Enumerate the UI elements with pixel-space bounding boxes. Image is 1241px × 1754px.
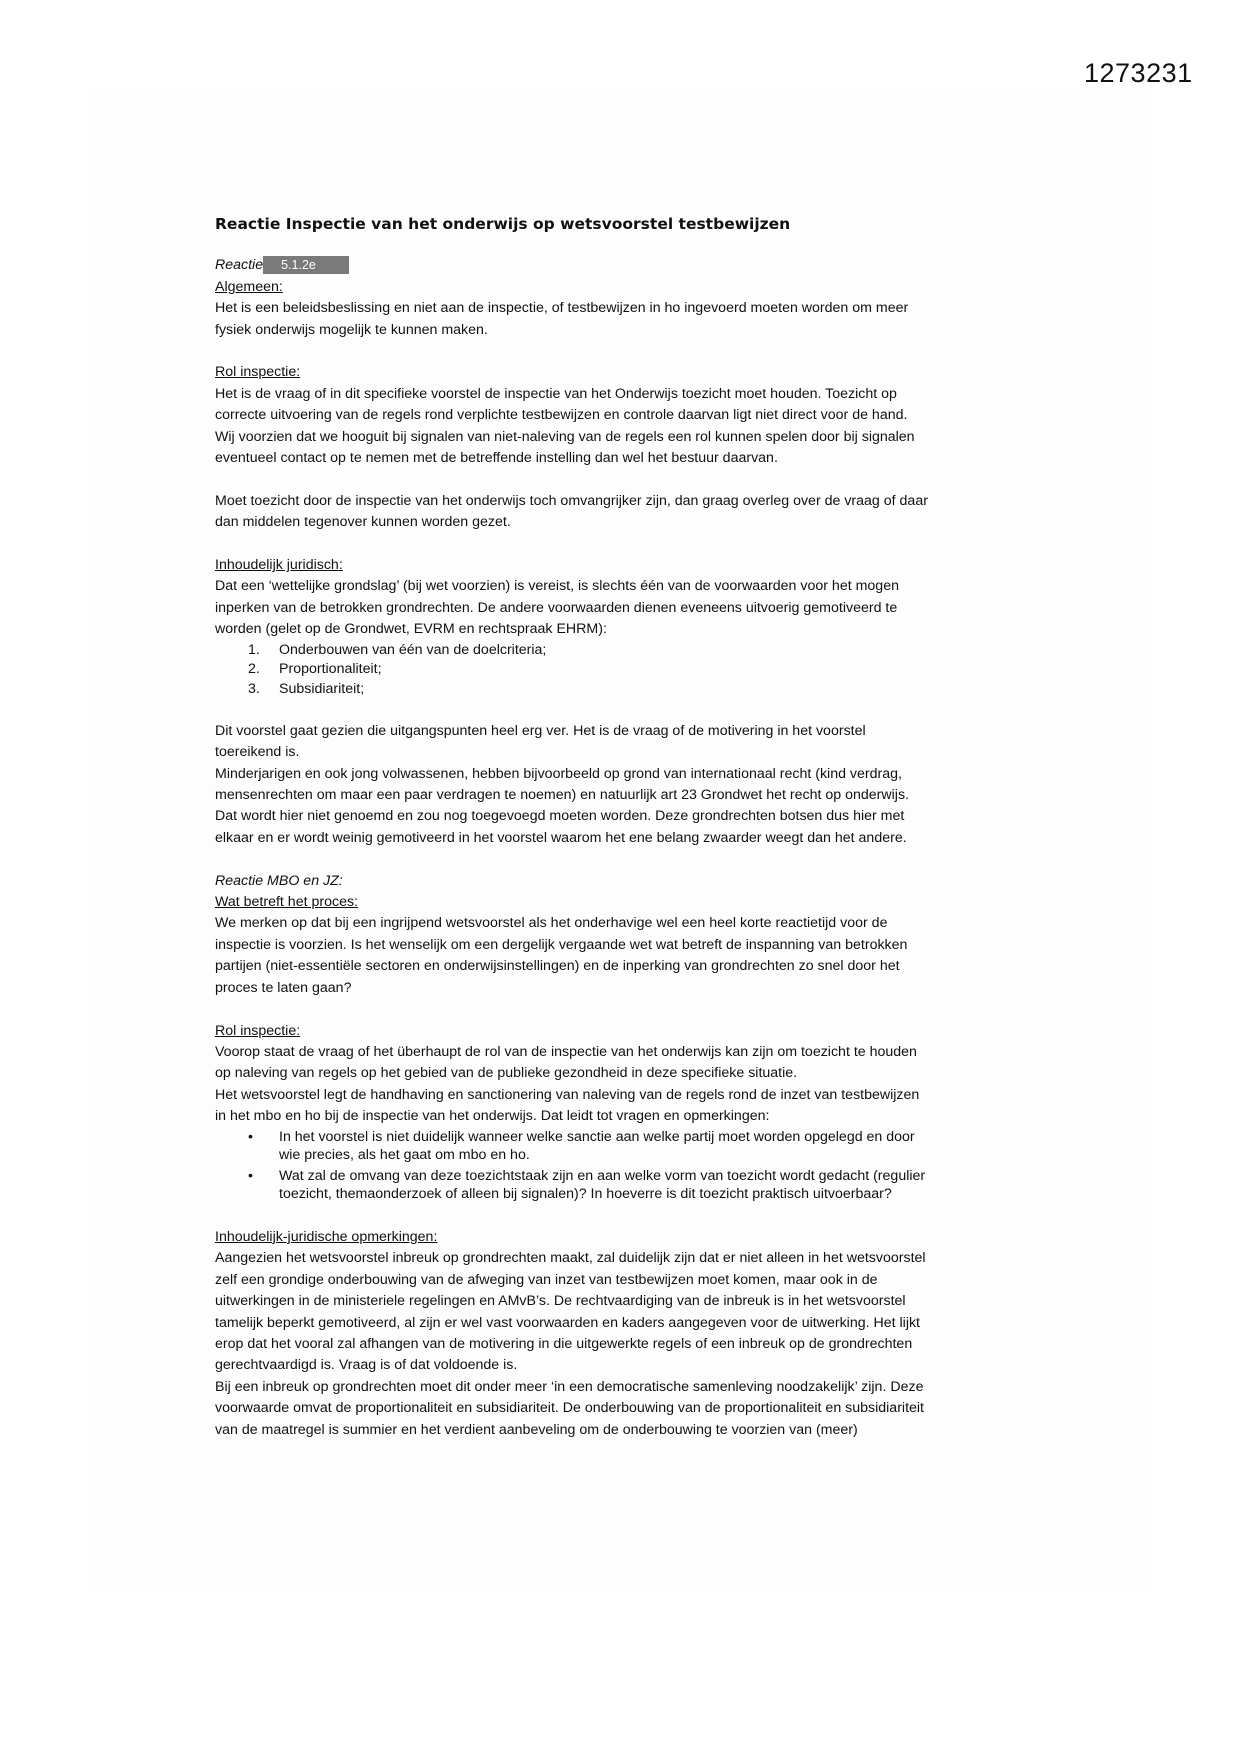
paragraph-line: We merken op dat bij een ingrijpend wetsvoorstel als het onderhavige wel een heel korte reactietijd voor de [215,915,888,932]
section-heading-inhoudelijk-juridisch: Inhoudelijk juridisch: [215,557,343,574]
document-body [215,214,1035,1441]
paragraph-line: Het is een beleidsbeslissing en niet aan de inspectie, of testbewijzen in ho ingevoerd moeten worden om meer [215,300,909,317]
paragraph-line: Wij voorzien dat we hooguit bij signalen van niet-naleving van de regels een rol kunnen spelen door bij signalen [215,428,915,445]
paragraph-line: uitwerkingen in de ministeriele regelingen en AMvB’s. De rechtvaardiging van de inbreuk is in het wetsvoorstel [215,1293,906,1310]
paragraph-line: Voorop staat de vraag of het überhaupt de rol van de inspectie van het onderwijs kan zijn om toezicht te houden [215,1043,917,1060]
paragraph-line: Moet toezicht door de inspectie van het onderwijs toch omvangrijker zijn, dan graag overleg over de vraag of daar [215,492,928,509]
paragraph-line: op naleving van regels op het gebied van de publieke gezondheid in deze specifieke situatie. [215,1065,798,1082]
paragraph-line: worden (gelet op de Grondwet, EVRM en rechtspraak EHRM): [215,621,607,638]
list-item: • In het voorstel is niet duidelijk wanneer welke sanctie aan welke partij moet worden opgelegd en door wie precies, als het gaat om mbo en ho. [248,1128,915,1163]
paragraph-line: inspectie is voorzien. Is het wenselijk om een dergelijk vergaande wet wat betreft de inspanning van betrokken [215,936,908,953]
criteria-list [215,641,1035,700]
reactie-line [215,255,1035,276]
paragraph-line: zelf een grondige onderbouwing van de afweging van inzet van testbewijzen moet komen, maar ook in de [215,1271,878,1288]
paragraph-line: partijen (niet-essentiële sectoren en onderwijsinstellingen) en de inperking van grondrechten zo snel door het [215,958,900,975]
section-heading-rol-inspectie-2: Rol inspectie: [215,1022,301,1039]
paragraph-line: eventueel contact op te nemen met de betreffende instelling dan wel het bestuur daarvan. [215,450,778,467]
paragraph-line: Aangezien het wetsvoorstel inbreuk op grondrechten maakt, zal duidelijk zijn dat er niet alleen in het wetsvoorstel [215,1250,926,1267]
paragraph-line: Het is de vraag of in dit specifieke voorstel de inspectie van het Onderwijs toezicht moet houden. Toezicht op [215,385,897,402]
questions-list [215,1128,1035,1203]
paragraph-line: van de maatregel is summier en het verdient aanbeveling om de onderbouwing te voorzien van (meer) [215,1421,858,1438]
document-id: 1273231 [1084,58,1193,88]
list-item: • Wat zal de omvang van deze toezichtstaak zijn en aan welke vorm van toezicht wordt gedacht (regulier toezicht, themaonderzoek of alleen bij signalen)? In hoeverre is dit toezicht praktisch uitvoerbaar? [248,1167,926,1202]
paragraph-line: correcte uitvoering van de regels rond verplichte testbewijzen en controle daarvan ligt niet direct voor de hand. [215,407,908,424]
paragraph-line: dan middelen tegenover kunnen worden gezet. [215,514,511,531]
paragraph-line: Bij een inbreuk op grondrechten moet dit onder meer ‘in een democratische samenleving noodzakelijk’ zijn. Deze [215,1378,924,1395]
paragraph-line: mensenrechten om maar een paar verdragen te noemen) en natuurlijk art 23 Grondwet het recht op onderwijs. [215,787,909,804]
paragraph-line: Minderjarigen en ook jong volwassenen, hebben bijvoorbeeld op grond van internationaal recht (kind verdrag, [215,765,902,782]
paragraph-line: inperken van de betrokken grondrechten. De andere voorwaarden dienen eveneens uitvoerig gemotiveerd te [215,599,898,616]
document-title: Reactie Inspectie van het onderwijs op wetsvoorstel testbewijzen [215,215,791,233]
paragraph-line: tamelijk beperkt gemotiveerd, al zijn er wel vast voorwaarden en kaders aangegeven voor de uitwerking. Het lijkt [215,1314,921,1331]
paragraph-line: toereikend is. [215,744,300,761]
paragraph-line: Het wetsvoorstel legt de handhaving en sanctionering van naleving van de regels rond de inzet van testbewijzen [215,1086,920,1103]
paragraph-line: proces te laten gaan? [215,979,352,996]
reactie-label: Reactie [215,257,264,274]
paragraph-line: gerechtvaardigd is. Vraag is of dat voldoende is. [215,1357,518,1374]
bullet-icon: • [248,1128,253,1145]
bullet-icon: • [248,1167,253,1184]
list-item: 3. Subsidiariteit; [248,680,365,697]
section-heading-algemeen: Algemeen: [215,278,283,295]
section-heading-inhoudelijk-juridische-opmerkingen: Inhoudelijk-juridische opmerkingen: [215,1228,438,1245]
paragraph-line: fysiek onderwijs mogelijk te kunnen maken. [215,321,488,338]
section-heading-rol-inspectie: Rol inspectie: [215,364,301,381]
list-item: 2. Proportionaliteit; [248,661,382,678]
reactie-mbo-jz-label: Reactie MBO en JZ: [215,872,343,889]
paragraph-line: Dit voorstel gaat gezien die uitgangspunten heel erg ver. Het is de vraag of de motivering in het voorstel [215,722,866,739]
paragraph-line: erop dat het vooral zal afhangen van de motivering in die uitgewerkte regels of een inbreuk op de grondrechten [215,1335,913,1352]
paragraph-line: Dat een ‘wettelijke grondslag’ (bij wet voorzien) is vereist, is slechts één van de voorwaarden voor het mogen [215,578,899,595]
redaction-box: 5.1.2e [263,256,349,274]
paragraph-line: voorwaarde omvat de proportionaliteit en subsidiariteit. De onderbouwing van de proportionaliteit en subsidiariteit [215,1400,925,1417]
section-heading-proces: Wat betreft het proces: [215,894,358,911]
list-item: 1. Onderbouwen van één van de doelcriteria; [248,641,547,658]
paragraph-line: elkaar en er wordt weinig gemotiveerd in het voorstel waarom het ene belang zwaarder weegt dan het andere. [215,829,907,846]
paragraph-line: Dat wordt hier niet genoemd en zou nog toegevoegd moeten worden. Deze grondrechten botsen dus hier met [215,808,905,825]
paragraph-line: in het mbo en ho bij de inspectie van het onderwijs. Dat leidt tot vragen en opmerkingen: [215,1108,770,1125]
